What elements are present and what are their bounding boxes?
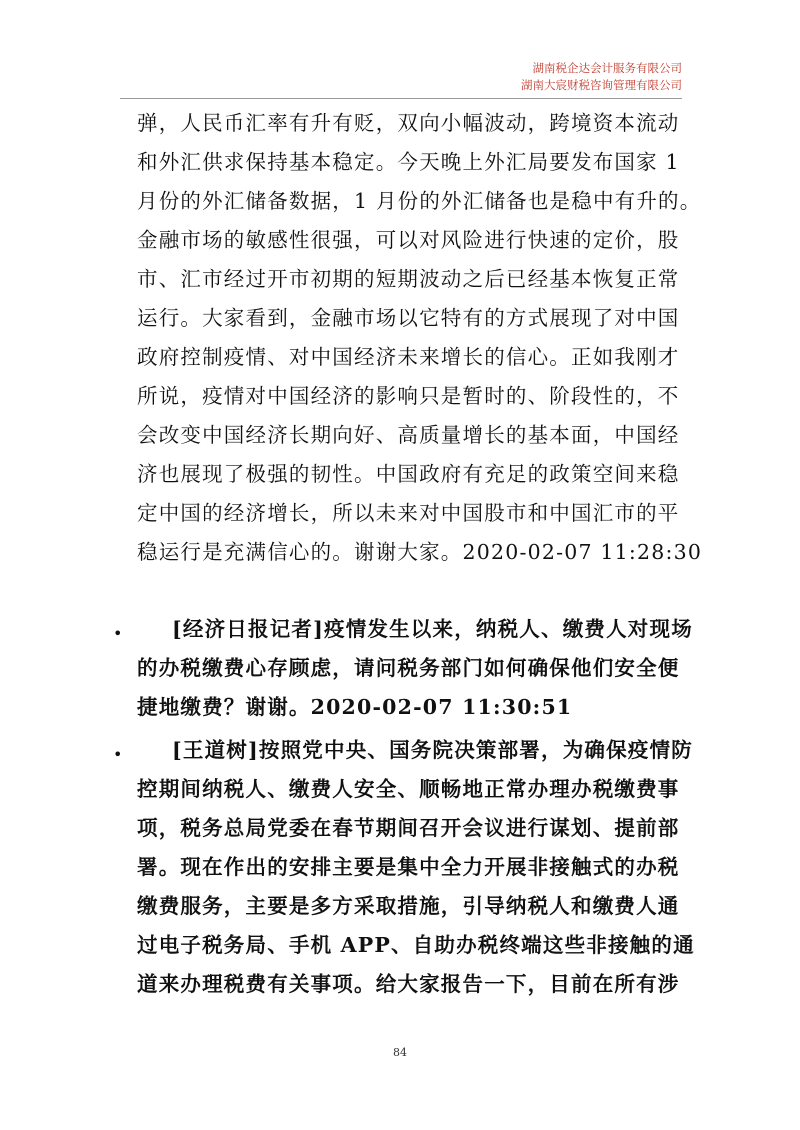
paragraph-line: 弹，人民币汇率有升有贬，双向小幅波动，跨境资本流动 bbox=[137, 111, 680, 135]
header-rule bbox=[120, 98, 682, 99]
question-line: [经济日报记者]疫情发生以来，纳税人、缴费人对现场 bbox=[172, 617, 693, 641]
paragraph-line: 济也展现了极强的韧性。中国政府有充足的政策空间来稳 bbox=[137, 462, 680, 486]
question-line: 的办税缴费心存顾虑，请问税务部门如何确保他们安全便 bbox=[137, 656, 680, 680]
paragraph-line: 运行。大家看到，金融市场以它特有的方式展现了对中国 bbox=[137, 306, 680, 330]
header-company-1: 湖南税企达会计服务有限公司 bbox=[532, 61, 682, 75]
paragraph-line: 和外汇供求保持基本稳定。今天晚上外汇局要发布国家 1 bbox=[137, 150, 680, 174]
header-company-2: 湖南大宸财税咨询管理有限公司 bbox=[521, 78, 682, 92]
bullet-marker: • bbox=[113, 745, 123, 764]
answer-line: 道来办理税费有关事项。给大家报告一下，目前在所有涉 bbox=[137, 972, 680, 996]
answer-line: 缴费服务，主要是多方采取措施，引导纳税人和缴费人通 bbox=[137, 894, 680, 918]
answer-line: 控期间纳税人、缴费人安全、顺畅地正常办理办税缴费事 bbox=[137, 777, 680, 801]
answer-line: 项，税务总局党委在春节期间召开会议进行谋划、提前部 bbox=[137, 816, 680, 840]
paragraph-line: 会改变中国经济长期向好、高质量增长的基本面，中国经 bbox=[137, 423, 680, 447]
paragraph-line: 定中国的经济增长，所以未来对中国股市和中国汇市的平 bbox=[137, 501, 680, 525]
page-header bbox=[521, 60, 682, 94]
paragraph-line: 政府控制疫情、对中国经济未来增长的信心。正如我刚才 bbox=[137, 345, 680, 369]
paragraph-line: 金融市场的敏感性很强，可以对风险进行快速的定价，股 bbox=[137, 228, 680, 252]
page-number: 84 bbox=[393, 1046, 407, 1059]
paragraph-line: 稳运行是充满信心的。谢谢大家。2020-02-07 11:28:30 bbox=[137, 540, 703, 564]
answer-line: [王道树]按照党中央、国务院决策部署，为确保疫情防 bbox=[172, 738, 693, 762]
answer-line: 署。现在作出的安排主要是集中全力开展非接触式的办税 bbox=[137, 855, 680, 879]
question-line: 捷地缴费？谢谢。2020-02-07 11:30:51 bbox=[137, 695, 573, 719]
paragraph-line: 市、汇市经过开市初期的短期波动之后已经基本恢复正常 bbox=[137, 267, 680, 291]
paragraph-line: 所说，疫情对中国经济的影响只是暂时的、阶段性的，不 bbox=[137, 384, 680, 408]
bullet-marker: • bbox=[113, 624, 123, 643]
answer-line: 过电子税务局、手机 APP、自助办税终端这些非接触的通 bbox=[137, 933, 695, 957]
paragraph-line: 月份的外汇储备数据，1 月份的外汇储备也是稳中有升的。 bbox=[137, 189, 702, 213]
